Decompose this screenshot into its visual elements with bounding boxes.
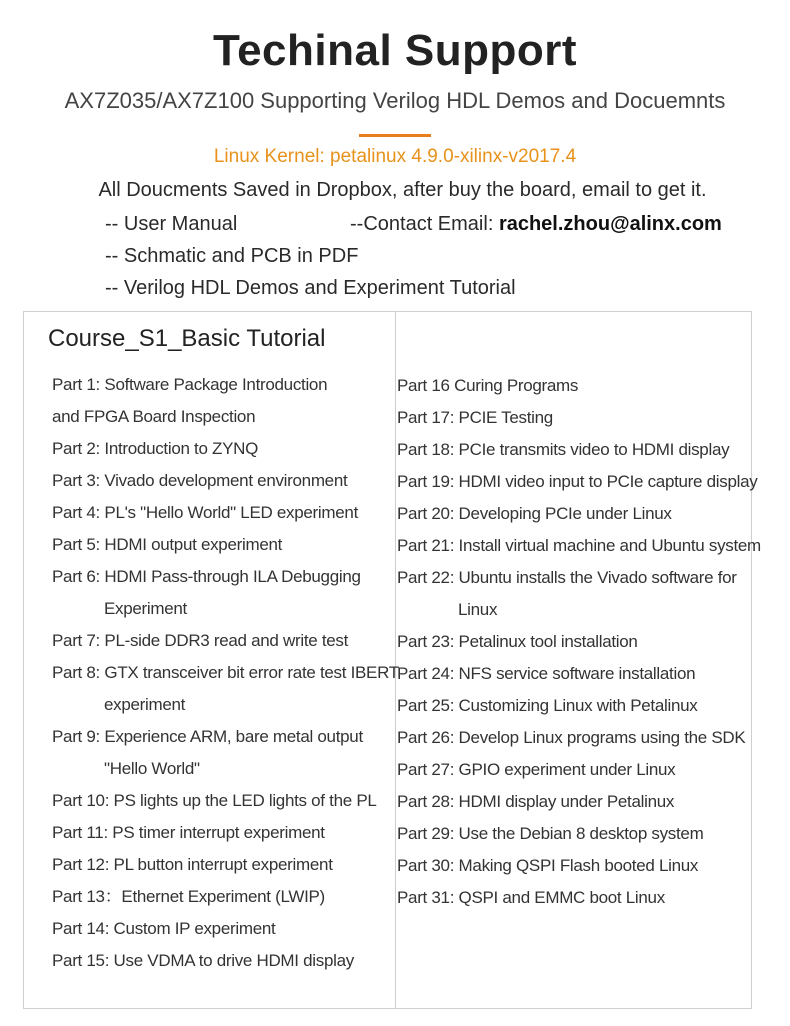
course-list-item: Part 9: Experience ARM, bare metal output: [52, 727, 363, 746]
course-list-item: Part 1: Software Package Introduction: [52, 375, 328, 394]
course-list-item: Part 16 Curing Programs: [397, 376, 579, 395]
course-list-item: Part 7: PL-side DDR3 read and write test: [52, 631, 349, 650]
course-list-item: Part 25: Customizing Linux with Petalinux: [397, 696, 698, 715]
course-list-item: Part 26: Develop Linux programs using the SDK: [397, 728, 746, 747]
course-list-item: Part 10: PS lights up the LED lights of the PL: [52, 791, 377, 810]
course-list-item: Part 28: HDMI display under Petalinux: [397, 792, 675, 811]
course-list-right: [397, 370, 761, 914]
kernel-version: Linux Kernel: petalinux 4.9.0-xilinx-v2017.4: [213, 146, 577, 167]
course-list-item: Part 12: PL button interrupt experiment: [52, 855, 333, 874]
course-list-item: Part 30: Making QSPI Flash booted Linux: [397, 856, 699, 875]
course-list-item: Part 23: Petalinux tool installation: [397, 632, 638, 651]
dropbox-note: All Doucments Saved in Dropbox, after buy the board, email to get it.: [98, 179, 707, 201]
course-list-item: Linux: [458, 600, 498, 619]
page-subtitle: AX7Z035/AX7Z100 Supporting Verilog HDL Demos and Docuemnts: [64, 88, 726, 113]
course-list-item: Part 27: GPIO experiment under Linux: [397, 760, 676, 779]
course-list-item: Part 20: Developing PCIe under Linux: [397, 504, 672, 523]
course-list-item: Part 4: PL's "Hello World" LED experiment: [52, 503, 358, 522]
doc-verilog-demos: -- Verilog HDL Demos and Experiment Tutorial: [105, 277, 516, 299]
course-list-item: Part 22: Ubuntu installs the Vivado software for: [397, 568, 737, 587]
course-list-item: Part 8: GTX transceiver bit error rate test IBERT: [52, 663, 399, 682]
course-list-item: Part 6: HDMI Pass-through ILA Debugging: [52, 567, 361, 586]
course-list-item: Part 17: PCIE Testing: [397, 408, 553, 427]
course-list-item: Part 19: HDMI video input to PCIe capture display: [397, 472, 758, 491]
course-list-item: Part 14: Custom IP experiment: [52, 919, 276, 938]
course-list-item: and FPGA Board Inspection: [52, 407, 256, 426]
course-list-item: Part 18: PCIe transmits video to HDMI display: [397, 440, 730, 459]
contact-email[interactable]: rachel.zhou@alinx.com: [498, 213, 722, 235]
doc-user-manual: -- User Manual: [105, 213, 238, 235]
course-list-item: Part 29: Use the Debian 8 desktop system: [397, 824, 704, 843]
course-title: Course_S1_Basic Tutorial: [48, 325, 326, 352]
course-list-item: Part 2: Introduction to ZYNQ: [52, 439, 259, 458]
course-list-item: Part 5: HDMI output experiment: [52, 535, 283, 554]
doc-schematic-pcb: -- Schmatic and PCB in PDF: [105, 245, 359, 267]
course-list-item: experiment: [104, 695, 186, 714]
course-list-item: Part 13：Ethernet Experiment (LWIP): [52, 887, 325, 906]
course-list-item: "Hello World": [104, 759, 200, 778]
course-list-item: Experiment: [104, 599, 187, 618]
contact-line: [350, 213, 722, 236]
course-list-left: [52, 369, 399, 977]
course-list-item: Part 3: Vivado development environment: [52, 471, 348, 490]
page-title: Techinal Support: [212, 26, 578, 75]
course-list-item: Part 21: Install virtual machine and Ubuntu system: [397, 536, 761, 555]
course-list-item: Part 15: Use VDMA to drive HDMI display: [52, 951, 354, 970]
contact-label: --Contact Email:: [350, 213, 499, 235]
accent-divider: [359, 134, 431, 137]
course-list-item: Part 11: PS timer interrupt experiment: [52, 823, 325, 842]
course-list-item: Part 24: NFS service software installation: [397, 664, 696, 683]
course-list-item: Part 31: QSPI and EMMC boot Linux: [397, 888, 665, 907]
